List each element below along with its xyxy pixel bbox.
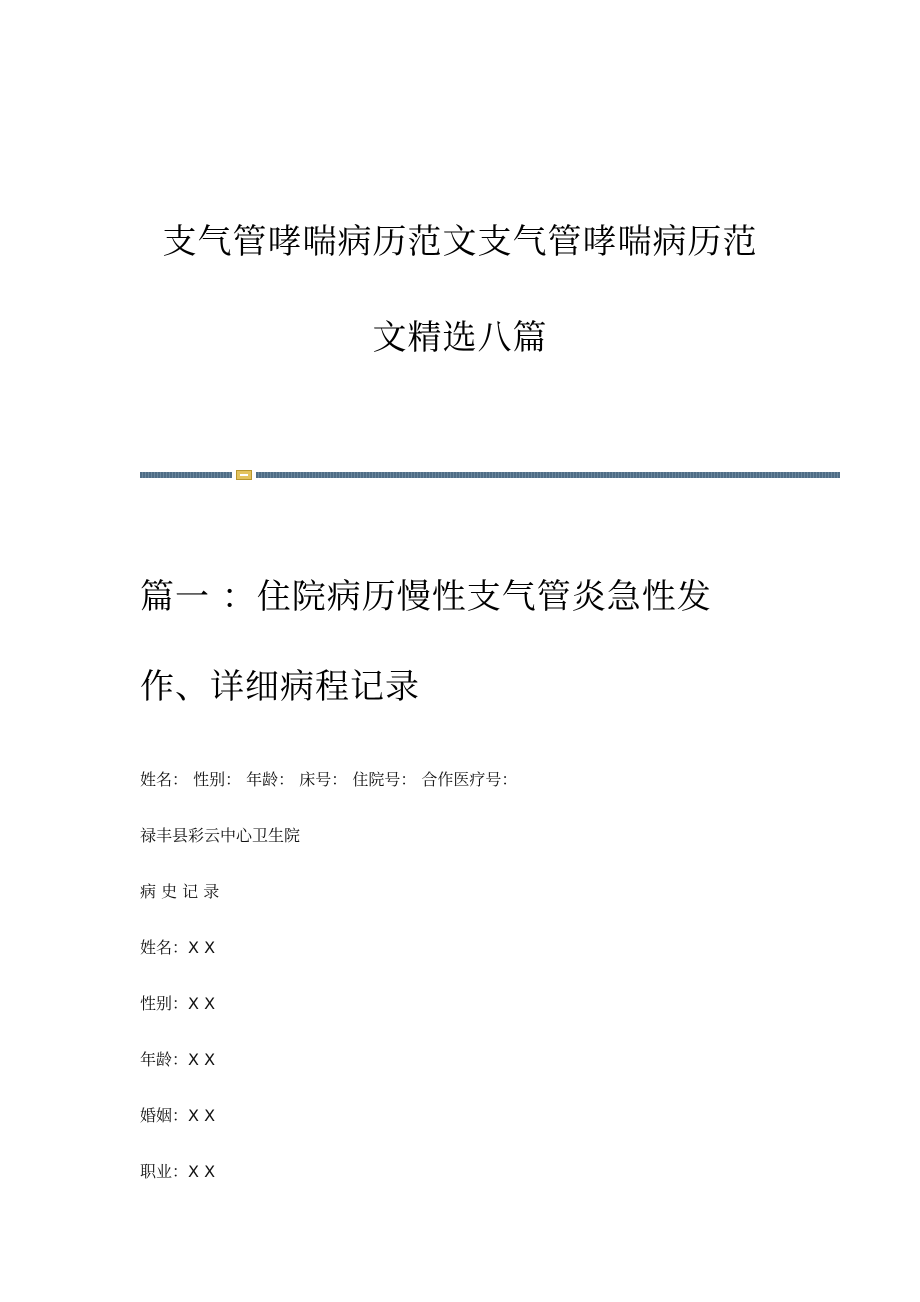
field-occupation [140, 1161, 840, 1183]
header-fields-line: 姓名： 性别： 年龄： 床号： 住院号： 合作医疗号： [140, 770, 518, 789]
field-value: X X [188, 938, 216, 957]
section-heading-line-2: 作、详细病程记录 [140, 667, 420, 707]
divider-bar-left [140, 472, 232, 478]
divider-ornament-icon [236, 470, 252, 480]
field-value: X X [188, 994, 216, 1013]
field-label: 姓名： [140, 938, 189, 957]
field-name [140, 937, 840, 959]
field-value: X X [188, 1162, 216, 1181]
divider-bar-right [256, 472, 840, 478]
field-label: 婚姻： [140, 1106, 189, 1125]
field-value: X X [188, 1050, 216, 1069]
field-label: 性别： [140, 994, 189, 1013]
document-title-line-1: 支气管哮喘病历范文支气管哮喘病历范 [162, 222, 758, 262]
section-heading-line-1: 篇一 ：住院病历慢性支气管炎急性发 [140, 577, 712, 617]
document-title-line-2: 文精选八篇 [372, 318, 548, 358]
hospital-name: 禄丰县彩云中心卫生院 [140, 826, 301, 845]
record-title: 病 史 记 录 [140, 882, 220, 901]
field-gender [140, 993, 840, 1015]
field-value: X X [188, 1106, 216, 1125]
field-marital-status [140, 1105, 840, 1127]
decorative-divider [140, 470, 840, 480]
field-label: 职业： [140, 1162, 189, 1181]
field-age [140, 1049, 840, 1071]
field-label: 年龄： [140, 1050, 189, 1069]
